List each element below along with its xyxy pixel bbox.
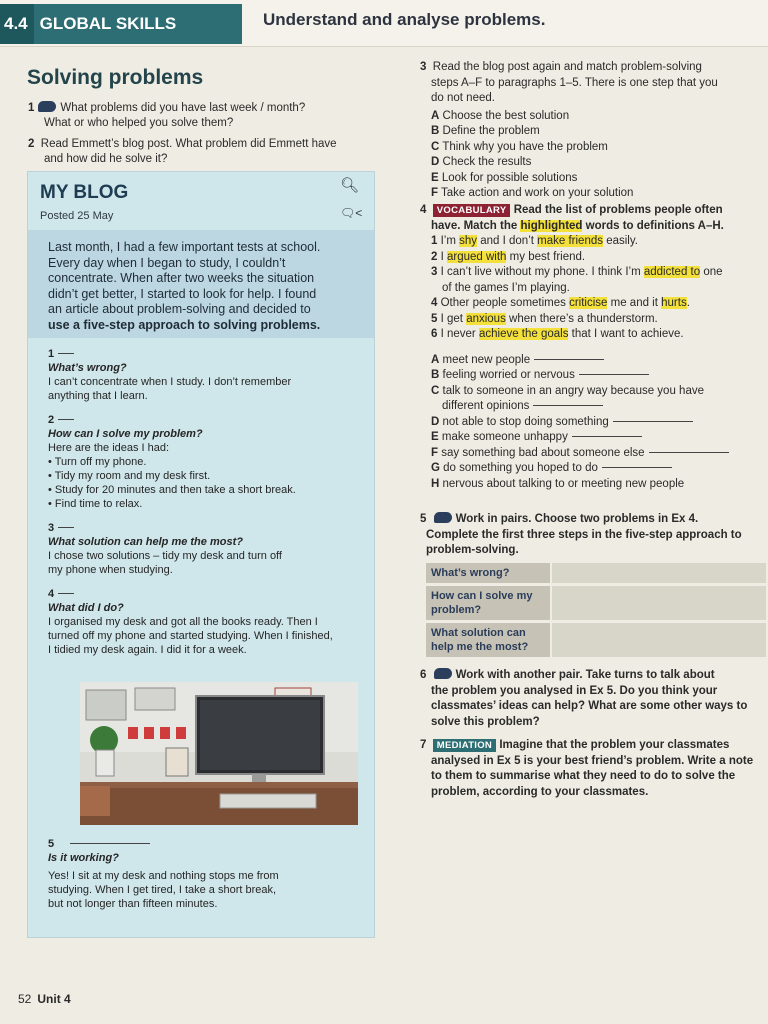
instruction-line: Work with another pair. Take turns to talk about: [455, 669, 715, 681]
sentence-text: .: [686, 297, 690, 309]
question-2-number: 2: [28, 138, 35, 150]
sentence-text: when there’s a thunderstorm.: [505, 312, 658, 325]
answer-blank[interactable]: [58, 353, 74, 354]
instruction-line: the problem you analysed in Ex 5. Do you think your: [431, 684, 718, 697]
sentence-text: and I don’t: [477, 235, 538, 247]
step-number: 1: [48, 348, 55, 360]
instruction-line: Read the blog post again and match problem-solving: [432, 61, 702, 73]
exercise-6: [420, 668, 766, 730]
option-letter: A: [431, 109, 440, 122]
sentence-text: I: [440, 250, 447, 263]
question-1-number: 1: [28, 102, 35, 114]
table-row-label: What’s wrong?: [426, 563, 550, 583]
step-text: I can’t concentrate when I study. I don’t remember: [48, 376, 292, 388]
table-row: [426, 623, 766, 657]
definition-text: talk to someone in an angry way because you have: [442, 384, 704, 397]
table-row-label: What solution can help me the most?: [426, 623, 550, 657]
sentence-text: Other people sometimes: [440, 297, 570, 309]
section-label: GLOBAL SKILLS: [39, 14, 177, 33]
question-2: [28, 137, 388, 166]
answer-blank[interactable]: [533, 405, 603, 406]
option-text: Choose the best solution: [442, 109, 570, 122]
definition-letter: D: [431, 415, 440, 428]
step-text: anything that I learn.: [48, 390, 148, 402]
step-text: my phone when studying.: [48, 564, 173, 576]
section-tag: [0, 4, 242, 44]
blog-intro: [28, 230, 374, 338]
step-text: Yes! I sit at my desk and nothing stops me from: [48, 870, 279, 882]
question-1-line-1: What problems did you have last week / month?: [60, 102, 306, 114]
answer-blank[interactable]: [602, 467, 672, 468]
answer-cell[interactable]: [550, 586, 766, 620]
definition-text: different opinions: [442, 400, 530, 412]
answer-blank[interactable]: [579, 374, 649, 375]
step-number: 2: [48, 414, 55, 426]
instruction-line: Complete the first three steps in the five-step approach to: [426, 528, 742, 541]
definition-letter: H: [431, 477, 440, 490]
page-number: 52: [18, 992, 32, 1006]
step-text: studying. When I get tired, I take a short break,: [48, 884, 277, 896]
instruction-line: problem, according to your classmates.: [431, 785, 649, 798]
exercise-7: [420, 738, 766, 800]
option-letter: B: [431, 125, 440, 137]
definition-text: nervous about talking to or meeting new people: [442, 477, 685, 490]
answer-blank[interactable]: [572, 436, 642, 437]
sentence-number: 3: [431, 266, 438, 278]
step-number: 4: [48, 588, 55, 600]
exercise-3: [420, 60, 760, 202]
intro-line: an article about problem-solving and decided to: [48, 302, 311, 316]
definition-text: feeling worried or nervous: [442, 369, 575, 381]
blog-steps: 1 What’s wrong? I can’t concentrate when I study. I don’t remember anything that I learn. 2 How can I solve my problem? Here are the ideas I had: • Turn off my phone. • Tidy my room and my desk first. • Study for 20 minutes and then take a short break. • Find time to relax. 3 What solution can help me the most? I chose two solutions – tidy my desk and turn off my phone when studying. 4 What did I do? I organised my desk and got all the books ready. Then I turned off my phone and started studying. When I finished, I tidied my desk again. I did it for a week.: [48, 347, 366, 657]
instruction-line: classmates’ ideas can help? What are some other ways to: [431, 700, 748, 712]
definition-letter: B: [431, 369, 440, 381]
step-question: What did I do?: [48, 602, 124, 614]
answer-blank[interactable]: [58, 593, 74, 594]
highlight-word: shy: [459, 235, 478, 247]
exercise-4: [420, 203, 766, 492]
sentence-text: I get: [440, 312, 467, 325]
instruction-line: do not need.: [431, 92, 495, 104]
blog-card: [28, 172, 374, 937]
lesson-title: Understand and analyse problems.: [263, 10, 546, 29]
intro-line: use a five-step approach to solving problems.: [48, 317, 321, 332]
step-text: turned off my phone and started studying. When I finished,: [48, 630, 333, 642]
step-question: Is it working?: [48, 852, 119, 864]
option-letter: C: [431, 140, 440, 153]
instruction-line: analysed in Ex 5 is your best friend’s problem. Write a note: [431, 754, 754, 767]
definition-text: say something bad about someone else: [441, 446, 645, 459]
table-row: [426, 563, 766, 583]
sentence-number: 4: [431, 297, 438, 309]
table-row: [426, 586, 766, 620]
definition-letter: G: [431, 462, 440, 474]
option-text: Check the results: [442, 156, 532, 168]
sentence-text: one: [700, 266, 723, 278]
highlight-word: criticise: [569, 297, 608, 309]
highlight-word: addicted to: [643, 266, 701, 278]
step-question: What solution can help me the most?: [48, 536, 243, 548]
answer-cell[interactable]: [550, 623, 766, 657]
step-text: Here are the ideas I had:: [48, 442, 170, 454]
instruction-line: problem-solving.: [426, 544, 519, 556]
highlight-word: make friends: [537, 235, 603, 247]
exercise-number: 4: [420, 204, 427, 216]
section-number: 4.4: [0, 4, 34, 44]
problem-solving-table: [426, 563, 766, 660]
step-text: but not longer than fifteen minutes.: [48, 898, 218, 910]
question-2-line-1: Read Emmett’s blog post. What problem did Emmett have: [40, 138, 337, 150]
instruction-line: Read the list of problems people often: [513, 204, 723, 216]
answer-blank[interactable]: [613, 421, 693, 422]
sentence-number: 5: [431, 312, 438, 325]
intro-line: Every day when I began to study, I couldn’t: [48, 255, 286, 270]
sentence-text: I can’t live without my phone. I think I’m: [440, 266, 644, 278]
option-text: Take action and work on your solution: [441, 187, 634, 199]
idea-bullet: Study for 20 minutes and then take a short break.: [54, 484, 296, 496]
instruction-text: have. Match the: [431, 219, 518, 232]
idea-bullet: Find time to relax.: [54, 498, 143, 510]
page-footer: [18, 992, 71, 1006]
instruction-line: steps A–F to paragraphs 1–5. There is one step that you: [431, 76, 718, 89]
page-title: Solving problems: [27, 66, 204, 89]
vocabulary-badge: VOCABULARY: [433, 204, 511, 217]
sentence-number: 1: [431, 235, 438, 247]
exercise-5: [420, 512, 766, 559]
mediation-badge: MEDIATION: [433, 739, 496, 752]
option-text: Look for possible solutions: [441, 171, 578, 184]
question-1: [28, 101, 378, 130]
sentence-text: my best friend.: [506, 250, 586, 263]
definition-letter: E: [431, 431, 439, 443]
sentence-text: that I want to achieve.: [568, 328, 684, 340]
instruction-text: words to definitions A–H.: [585, 219, 724, 232]
blog-intro-text: [48, 240, 366, 333]
sentence-text: easily.: [603, 235, 638, 247]
share-icon: 🗨︎<: [340, 206, 363, 220]
search-icon: 🔍︎: [340, 177, 360, 194]
answer-blank[interactable]: [649, 452, 729, 453]
step-question: How can I solve my problem?: [48, 428, 203, 440]
desk-photo: [80, 682, 358, 825]
blog-step-5: [48, 837, 366, 911]
intro-line: Last month, I had a few important tests at school.: [48, 240, 321, 254]
step-text: I chose two solutions – tidy my desk and turn off: [48, 550, 282, 562]
intro-line: didn’t get better, I started to look for help. I found: [48, 286, 317, 301]
instruction-line: Imagine that the problem your classmates: [499, 739, 730, 751]
definition-text: meet new people: [442, 353, 531, 366]
highlight-word: achieve the goals: [478, 328, 569, 340]
definition-text: do something you hoped to do: [443, 462, 598, 474]
answer-cell[interactable]: [550, 563, 766, 583]
posted-date: Posted 25 May: [40, 210, 114, 222]
step-number: 3: [48, 522, 55, 534]
table-row-label: How can I solve my problem?: [426, 586, 550, 620]
option-text: Define the problem: [442, 125, 540, 137]
answer-blank[interactable]: [58, 527, 74, 528]
highlight-word: anxious: [466, 312, 506, 325]
instruction-line: solve this problem?: [431, 715, 540, 728]
sentence-text: of the games I’m playing.: [442, 281, 570, 294]
option-letter: F: [431, 187, 439, 199]
speaking-icon: [38, 101, 56, 112]
blog-title: MY BLOG: [40, 182, 129, 203]
sentence-text: I’m: [440, 235, 460, 247]
definition-letter: C: [431, 384, 440, 397]
page-header: [0, 0, 768, 47]
instruction-line: Work in pairs. Choose two problems in Ex 4.: [455, 513, 699, 525]
step-text: I organised my desk and got all the books ready. Then I: [48, 616, 318, 628]
step-number: 5: [48, 838, 55, 850]
definition-text: not able to stop doing something: [442, 415, 609, 428]
definition-text: make someone unhappy: [441, 431, 568, 443]
step-question: What’s wrong?: [48, 362, 127, 374]
unit-label: Unit 4: [37, 992, 71, 1006]
highlight-word: highlighted: [520, 219, 583, 232]
answer-blank[interactable]: [58, 419, 74, 420]
option-letter: D: [431, 156, 440, 168]
sentence-number: 2: [431, 250, 438, 263]
sentence-text: I never: [440, 328, 479, 340]
question-2-line-2: and how did he solve it?: [44, 152, 168, 165]
exercise-number: 5: [420, 513, 427, 525]
blog-header: [28, 172, 374, 230]
sentence-text: me and it: [607, 297, 662, 309]
speaking-icon: [434, 668, 452, 679]
exercise-number: 6: [420, 669, 427, 681]
exercise-number: 3: [420, 61, 427, 73]
exercise-number: 7: [420, 739, 427, 751]
speaking-icon: [434, 512, 452, 523]
answer-blank[interactable]: [534, 359, 604, 360]
highlight-word: argued with: [447, 250, 507, 263]
question-1-line-2: What or who helped you solve them?: [44, 116, 234, 129]
option-letter: E: [431, 171, 439, 184]
definition-letter: A: [431, 353, 440, 366]
answer-blank[interactable]: [70, 843, 150, 844]
step-text: I tidied my desk again. I did it for a week.: [48, 644, 247, 656]
intro-line: concentrate. When after two weeks the situation: [48, 271, 315, 285]
instruction-line: to them to summarise what they need to do to solve the: [431, 770, 736, 782]
highlight-word: hurts: [661, 297, 687, 309]
definition-letter: F: [431, 446, 439, 459]
option-text: Think why you have the problem: [442, 140, 608, 153]
sentence-number: 6: [431, 328, 438, 340]
idea-bullet: Turn off my phone.: [54, 456, 147, 468]
idea-bullet: Tidy my room and my desk first.: [54, 470, 211, 482]
